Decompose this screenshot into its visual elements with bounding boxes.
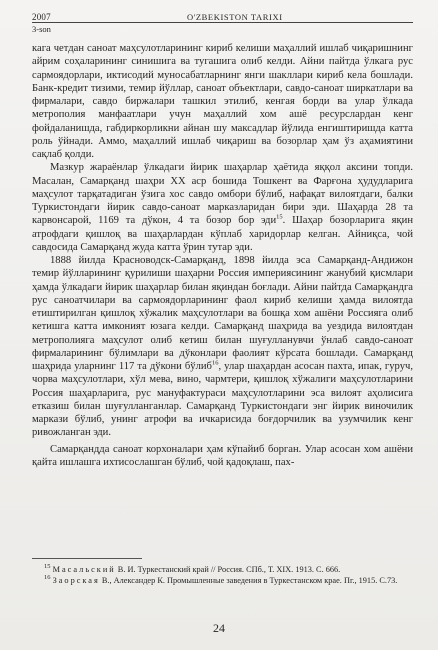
footnote-number: 15: [44, 563, 51, 571]
footnote-16: [32, 575, 413, 586]
paragraph-3: [32, 254, 413, 440]
header-year: 2007: [32, 12, 51, 22]
footnote-rule: [32, 558, 142, 559]
paragraph-2-text: Мазкур жараёнлар ўлкадаги йирик шаҳарлар ҳаётида яққол аксини топди. Масалан, Самарқанд шаҳри XX аср бошида Тошкент ва Фарғона ҳудудларига маҳсулот тарқатадиган ўзига хос савдо омбори бўлиб, нафақат вилоятдаги, балки Туркистондаги йирик савдо-саноат марказларидан бири эди. Шаҳарда 28 та карвонсарой, 1169 та дўкон, 4 та бозор бор эди: [32, 162, 413, 227]
paragraph-1: кага четдан саноат маҳсулотларининг кириб келиши маҳаллий ишлаб чиқаришнинг айрим соҳаларининг синишига ва тугашига олиб келди. Айни пайтда ўлкага рус сармоядорлари, иктисодий муносабатларнинг янги шакллари кириб кела бошлади. Банк-кредит тизими, темир йўллар, саноат объектлари, савдо-саноат ширкатлари ва фирмалари, савдо биржалари ташкил этилиб, кенгая борди ва улар ўлкада метрополия манфаатлари учун маҳаллий хом ашё ресурслардан кенг фойдаланишда, габдиркорликни айнан шу максадлар йўлида енгиштиришда катта роль ўйнади. Аммо, маҳаллий ишлаб чиқариш ва бозорлар ҳам ўз аҳамиятини сақлаб қолди.: [32, 43, 413, 160]
header-issue: 3-son: [32, 24, 51, 34]
paragraph-2-tail: . Шаҳар бозорларига яқин атрофдаги қишлоқ ва шаҳарлардан кўплаб харидорлар келган. Айниқса, чой савдосида Самарқанд жуда катта ўрин тутар эди.: [32, 215, 413, 253]
footnote-ref-15: 15: [276, 213, 283, 221]
paragraph-4: Самарқандда саноат корхоналари ҳам кўпайиб борган. Улар асосан хом ашёни қайта ишлашга ихтисослашган бўлиб, чой қадоқлаш, пах-: [32, 443, 413, 468]
paragraph-2: [32, 161, 413, 254]
header-rule: [32, 22, 413, 23]
article-body: [32, 42, 413, 469]
footnote-text: В. И. Туркестанский край // Россия. СПб., Т. XIX. 1913. С. 666.: [117, 565, 341, 574]
footnote-15: [32, 564, 413, 575]
footnote-author: Заорская: [52, 576, 100, 585]
footnotes: [32, 564, 413, 586]
footnote-text: В., Александер К. Промышленные заведения в Туркестанском крае. Пг., 1915. С.73.: [101, 576, 398, 585]
footnote-author: Масальский: [52, 565, 116, 574]
paragraph-3-text: 1888 йилда Красноводск-Самарқанд, 1898 йилда эса Самарқанд-Андижон темир йўлларининг қурилиши шаҳарни Россия империясининг жанубий қисмлари ҳамда ўлкадаги йирик шаҳарлар билан яқиндан боғлади. Айни пайтда Самарқандга рус саноатчилари ва сармоядорларининг фаол кириб келиши ҳамда вилоятда етиштирилган қишлоқ хўжалик маҳсулотлари ва бошқа хом ашёни Россияга олиб кетишга катта имконият юзага келди. Самарқанд шаҳрида ва уездида вилоятдан метрополияга маҳсулот олиб кетиш билан шуғулланувчи ўнлаб савдо-саноат фирмаларининг бўлимлари ва дўконлари фаолият кўрсата бошлади. Самарқанд шаҳрида уларнинг 117 та дўкони бўлиб: [32, 255, 413, 372]
paragraph-3-tail: , улар шаҳардан асосан пахта, ипак, гуруч, чорва маҳсулотлари, хўл мева, вино, чармтери, қишлоқ хўжалиги маҳсулотларини Россия шаҳарларига, рус мануфактураси маҳсулотларини эса вилоят аҳолисига етказиш билан шуғулланганлар. Самарқанд Туркистондаги энг йирик виночилик маркази бўлиб, унинг атрофи ва ичкарисида боғдорчилик ва узумчилик кенг ривожланган эди.: [32, 361, 413, 439]
header-journal-title: O'ZBEKISTON TARIXI: [187, 12, 283, 22]
page-number: 24: [213, 621, 225, 635]
footnote-ref-16: 16: [211, 359, 219, 367]
footnote-number: 16: [44, 574, 51, 582]
